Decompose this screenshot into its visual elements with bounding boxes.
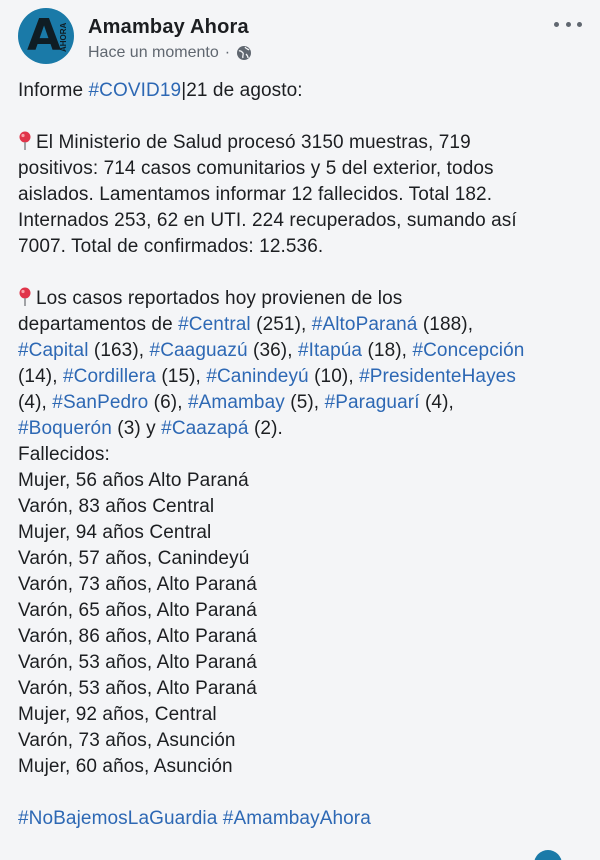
departments-line: #Boquerón (3) y #Caazapá (2). — [18, 418, 283, 439]
death-entry: Mujer, 92 años, Central — [18, 704, 217, 725]
globe-icon[interactable] — [236, 45, 252, 61]
hashtag-department[interactable]: #Concepción — [412, 340, 525, 361]
intro-line — [18, 78, 588, 104]
hashtag-department[interactable]: #PresidenteHayes — [359, 366, 516, 387]
department-count: (18) — [367, 340, 402, 361]
more-options-icon[interactable] — [554, 14, 582, 34]
death-entry: Varón, 53 años, Alto Paraná — [18, 678, 257, 699]
report-line: aislados. Lamentamos informar 12 fallecidos. Total 182. — [18, 184, 493, 205]
report-line — [18, 130, 588, 156]
blank-line — [18, 104, 588, 130]
next-post-avatar-edge — [534, 850, 562, 860]
avatar-side-text: AHORA — [59, 22, 68, 52]
department-count: (10) — [314, 366, 349, 387]
death-entry: Varón, 53 años, Alto Paraná — [18, 652, 257, 673]
hashtag-department[interactable]: #SanPedro — [52, 392, 149, 413]
departments-line — [18, 286, 588, 312]
intro-suffix: |21 de agosto: — [181, 80, 303, 101]
map-pin-icon — [18, 131, 32, 151]
departments-intro: departamentos de — [18, 314, 179, 335]
report-line: Internados 253, 62 en UTI. 224 recuperados, sumando así — [18, 210, 517, 231]
blank-line — [18, 260, 588, 286]
death-entry: Varón, 65 años, Alto Paraná — [18, 600, 257, 621]
report-line: 7007. Total de confirmados: 12.536. — [18, 236, 324, 257]
departments-intro: Los casos reportados hoy provienen de los — [36, 288, 403, 309]
department-count: (4) — [18, 392, 42, 413]
department-count: (14) — [18, 366, 53, 387]
departments-line: (4), #SanPedro (6), #Amambay (5), #Paraguarí (4), — [18, 392, 454, 413]
deaths-title: Fallecidos: — [18, 444, 110, 465]
department-count: (2) — [253, 418, 278, 439]
page-name[interactable]: Amambay Ahora — [88, 16, 249, 38]
death-entry: Varón, 86 años, Alto Paraná — [18, 626, 257, 647]
avatar-letter: A — [27, 10, 62, 61]
death-entry: Varón, 57 años, Canindeyú — [18, 548, 250, 569]
hashtag-department[interactable]: #Canindeyú — [206, 366, 309, 387]
hashtag-department[interactable]: #Caazapá — [161, 418, 249, 439]
department-count: (188) — [422, 314, 468, 335]
hashtag-department[interactable]: #Caaguazú — [149, 340, 248, 361]
department-count: (251) — [256, 314, 302, 335]
death-entry: Varón, 83 años Central — [18, 496, 215, 517]
department-count: (3) — [117, 418, 141, 439]
departments-line: (14), #Cordillera (15), #Canindeyú (10), #PresidenteHayes — [18, 366, 516, 387]
post-body — [18, 78, 588, 832]
hashtag-covid19[interactable]: #COVID19 — [88, 80, 182, 101]
department-count: (15) — [161, 366, 196, 387]
death-entry: Varón, 73 años, Asunción — [18, 730, 236, 751]
death-entry: Mujer, 56 años Alto Paraná — [18, 470, 249, 491]
hashtag-department[interactable]: #Central — [178, 314, 251, 335]
post-header — [0, 0, 600, 72]
hashtag-footer[interactable]: #NoBajemosLaGuardia — [18, 808, 218, 829]
departments-line: departamentos de #Central (251), #AltoParaná (188), — [18, 314, 474, 335]
report-text: El Ministerio de Salud procesó 3150 muestras, 719 — [36, 132, 471, 153]
hashtag-footer[interactable]: #AmambayAhora — [222, 808, 371, 829]
department-count: (6) — [153, 392, 178, 413]
hashtag-department[interactable]: #Amambay — [187, 392, 285, 413]
footer-hashtags — [18, 806, 588, 832]
post-meta — [88, 44, 252, 62]
blank-line — [18, 780, 588, 806]
death-entry: Mujer, 60 años, Asunción — [18, 756, 233, 777]
hashtag-department[interactable]: #Itapúa — [297, 340, 363, 361]
death-entry: Mujer, 94 años Central — [18, 522, 212, 543]
department-count: (5) — [290, 392, 314, 413]
hashtag-department[interactable]: #Paraguarí — [324, 392, 420, 413]
department-count: (36) — [253, 340, 288, 361]
page-avatar[interactable] — [18, 8, 74, 64]
department-count: (163) — [93, 340, 139, 361]
department-count: (4) — [424, 392, 449, 413]
map-pin-icon — [18, 287, 32, 307]
report-line: positivos: 714 casos comunitarios y 5 del exterior, todos — [18, 158, 494, 179]
death-entry: Varón, 73 años, Alto Paraná — [18, 574, 257, 595]
intro-prefix: Informe — [18, 80, 89, 101]
meta-separator: · — [224, 44, 231, 61]
departments-line: #Capital (163), #Caaguazú (36), #Itapúa (18), #Concepción — [18, 340, 525, 361]
hashtag-department[interactable]: #Capital — [18, 340, 89, 361]
post-timestamp[interactable]: Hace un momento — [88, 44, 219, 61]
hashtag-department[interactable]: #Boquerón — [18, 418, 112, 439]
hashtag-department[interactable]: #Cordillera — [62, 366, 156, 387]
hashtag-department[interactable]: #AltoParaná — [311, 314, 418, 335]
